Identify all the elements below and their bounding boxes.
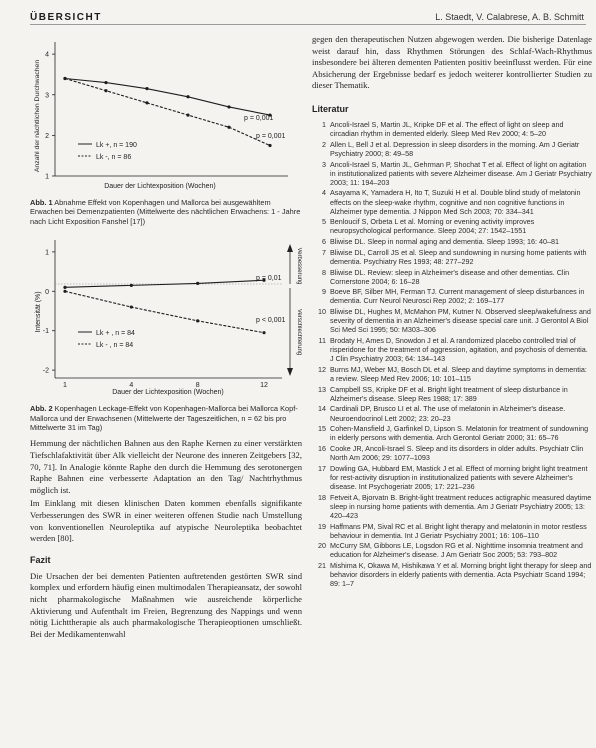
data-point: [186, 95, 189, 98]
reference-item: [312, 561, 592, 588]
right-column: [312, 34, 592, 590]
reference-item: [312, 120, 592, 138]
reference-number: 17: [318, 463, 326, 473]
data-point: [145, 87, 148, 90]
caption-text: Kopenhagen Leckage-Effekt von Kopenhagen-Mallorca bei Mallorca Kopf-Mallorca und der Erwachsenen (Mittelwerte der Tageszeitlichen, n = 62 bis pro Mittelwerte 31 im Tag): [30, 404, 298, 433]
reference-item: [312, 140, 592, 158]
reference-number: 19: [318, 521, 326, 531]
caption-text: Abnahme Effekt von Kopenhagen und Mallorca bei ausgewähltem Erwachen bei Demenzpatienten (Mittelwerte des nächtlichen Erwachens: 1 - Jahre nach Licht Exposition Fanshel [17]): [30, 198, 301, 226]
data-point: [227, 105, 230, 108]
reference-item: [312, 522, 592, 540]
caption-label: Abb. 1: [30, 198, 53, 207]
reference-number: 20: [318, 541, 326, 551]
body-paragraph: Hemmung der nächtlichen Bahnen aus den Raphe Kernen zu einer verstärkten Tiefschlafaktivität über Alk vielleicht der Neurone des inneren Zeitgebers [32, 70, 71]. In Analogie könnte Raphe den durch die Hemmung des serotonergen Raphe Bahnen eine verbesserte Adaptation an den Tag/ Nachtrhythmus möglich ist.: [30, 438, 302, 495]
label-improvement: Verbesserung: [296, 247, 302, 285]
series-line: [65, 292, 264, 333]
legend-label: Lk -, n = 86: [96, 154, 132, 161]
reference-item: [312, 336, 592, 363]
reference-number: 11: [318, 335, 326, 345]
figure-1-y-label: Anzahl der nächtlichen Durchwachen: [34, 59, 41, 173]
reference-item: [312, 541, 592, 559]
figure-2-legend: [78, 330, 135, 349]
section-heading-fazit: Fazit: [30, 554, 51, 565]
data-point: [145, 101, 148, 104]
legend-label: Lk - , n = 84: [96, 342, 134, 350]
reference-text: Boeve BF, Silber MH, Ferman TJ. Current management of sleep disturbances in dementia. Curr Neurol Neurosci Rep 2002; 2: 169–177: [330, 287, 585, 306]
reference-item: [312, 287, 592, 305]
reference-text: Benloucif S, Orbeta L et al. Morning or evening activity improves neuropsychological performance. Sleep 2004; 27: 1542–1551: [330, 217, 535, 236]
data-point: [186, 113, 189, 116]
reference-text: Bliwise DL, Hughes M, McMahon PM, Kutner N. Observed sleep/wakefulness and severity of dementia in an Alzheimer's disease special care unit. J Gerontol A Biol Sci Med Sci 1995; 50: M303–306: [330, 307, 591, 335]
reference-item: [312, 424, 592, 442]
figure-1: [30, 34, 302, 226]
figure-2-right-arrows: [287, 244, 302, 376]
reference-text: Brodaty H, Ames D, Snowdon J et al. A randomized placebo controlled trial of risperidone for the treatment of aggression, agitation, and psychosis of dementia. J Clin Psychiatry 2003; 64: 134–143: [330, 335, 588, 364]
y-tick-label: 1: [45, 173, 49, 181]
data-point: [262, 331, 265, 334]
data-point: [268, 144, 271, 147]
body-paragraph: Im Einklang mit diesen klinischen Daten kommen ebenfalls signifikante Verbesserungen des SWR in einer weiteren offenen Studie nach Umstellung von konventionellen Neuroleptika auf atypische Neuroleptika beobachtet werden [80].: [30, 498, 302, 544]
series-line: [65, 79, 270, 116]
reference-text: Campbell SS, Kripke DF et al. Bright light treatment of sleep disturbance in Alzheimer's disease. Sleep Res 1988; 17: 389: [330, 384, 568, 403]
reference-number: 5: [322, 217, 326, 227]
reference-number: 14: [318, 404, 326, 414]
reference-text: Haffmans PM, Sival RC et al. Bright light therapy and melatonin in motor restless behaviour in dementia. Int J Geriatr Psychiatry 2001; 16: 106–110: [330, 521, 587, 540]
figure-2-chart: [30, 232, 302, 400]
arrow-down-icon: [287, 368, 293, 376]
reference-text: Fetveit A, Bjorvatn B. Bright-light treatment reduces actigraphic measured daytime sleep in nursing home patients with dementia. Am J Geriatr Psychiatry 2005; 13: 420–423: [330, 492, 592, 520]
y-tick-label: -2: [42, 367, 49, 375]
figure-1-caption: [30, 198, 302, 226]
reference-text: Bliwise DL. Review: sleep in Alzheimer's disease and other dementias. Clin Cornerstone 2004; 6: 16–28: [330, 267, 570, 286]
section-title: ÜBERSICHT: [30, 12, 102, 23]
x-tick-label: 8: [195, 382, 200, 390]
figure-2-y-label: Intensität (%): [35, 291, 42, 333]
reference-text: Cooke JR, Ancoli-Israel S. Sleep and its disorders in older adults. Psychiatr Clin North Am 2006; 29: 1077–1093: [330, 443, 584, 463]
reference-item: [312, 237, 592, 246]
data-point: [63, 77, 66, 80]
reference-number: 3: [322, 159, 326, 169]
reference-text: Mishima K, Okawa M, Hishikawa Y et al. Morning bright light therapy for sleep and behavior disorders in elderly patients with dementia. Acta Psychiatr Scand 1994; 89: 1–7: [330, 561, 592, 589]
data-point: [63, 286, 66, 289]
reference-text: Cardinali DP, Brusco LI et al. The use of melatonin in Alzheimer's disease. Neuroendocrinol Lett 2002; 23: 20–23: [330, 404, 566, 423]
figure-2-annotation: p < 0,001: [256, 317, 286, 325]
reference-text: Bliwise DL, Carroll JS et al. Sleep and sundowning in nursing home patients with dementia. Psychiatry Res 1993; 48: 277–292: [330, 247, 587, 266]
reference-number: 9: [322, 287, 326, 297]
y-tick-label: 2: [45, 132, 49, 140]
data-point: [104, 89, 107, 92]
reference-number: 21: [318, 561, 326, 571]
reference-number: 6: [322, 237, 326, 247]
data-point: [130, 284, 133, 287]
reference-text: Dowling GA, Hubbard EM, Mastick J et al. Effect of morning bright light treatment for rest-activity disruption in institutionalized patients with severe Alzheimer's disease. Int Psychogeriatr 2005; 17: 221–236: [330, 463, 588, 491]
reference-item: [312, 160, 592, 187]
reference-number: 10: [318, 307, 326, 317]
reference-number: 2: [322, 139, 326, 149]
reference-number: 4: [322, 188, 326, 198]
data-point: [130, 306, 133, 309]
label-worsening: Verschlechterung: [296, 309, 302, 356]
reference-text: Ancoli-Israel S, Martin JL, Gehrman P, Shochat T et al. Effect of light on agitation in institutionalized patients with severe Alzheimer disease. Am J Geriatr Psychiatry 2003; 11: 194–203: [330, 159, 592, 187]
figure-1-legend: [78, 142, 137, 161]
reference-item: [312, 464, 592, 491]
data-point: [196, 282, 199, 285]
legend-label: Lk +, n = 190: [96, 142, 137, 149]
figure-1-x-label: Dauer der Lichtexposition (Wochen): [104, 183, 216, 190]
figure-2-caption: [30, 404, 302, 432]
figure-2: [30, 232, 302, 432]
arrow-up-icon: [287, 244, 293, 252]
reference-text: Ancoli-Israel S, Martin JL, Kripke DF et al. The effect of light on sleep and circadian rhythm in demented elderly. Sleep Med Rev 2000; 4: 5–20: [330, 119, 564, 139]
fazit-paragraph: Die Ursachen der bei dementen Patienten auftretenden gestörten SWR sind komplex und erfordern häufig einen multimodalen Therapieansatz, der sowohl nicht pharmakologische Maßnahmen wie ausreichende körperliche Aktivierung und Aufenthalt im Freien, Begrenzung des Nappings und wenn nötig Lichttherapie als auch pharmakologische Therapieoptionen umschließt. Bei der Medikamentenwahl: [30, 570, 302, 639]
x-tick-label: 1: [63, 382, 67, 390]
y-tick-label: 1: [45, 249, 49, 257]
reference-number: 18: [318, 492, 326, 502]
page-header: [0, 0, 596, 26]
caption-label: Abb. 2: [30, 404, 53, 414]
reference-number: 7: [322, 247, 326, 257]
intro-paragraph: gegen den therapeutischen Nutzen abgewogen werden. Die bisherige Datenlage weist darauf hin, dass Rhythmen Störungen des Schlaf-Wach-Rhythmus insbesondere bei älteren dementen Patienten positiv beeinflusst werden. Für eine Absicherung der Ergebnisse bedarf es jedoch weiterer kontrollierter Studien zu dieser Thematik.: [312, 34, 592, 91]
y-tick-label: 3: [45, 92, 49, 100]
reference-number: 13: [318, 384, 326, 394]
reference-item: [312, 365, 592, 383]
reference-item: [312, 268, 592, 286]
y-tick-label: -1: [42, 328, 49, 336]
reference-item: [312, 188, 592, 215]
legend-label: Lk + , n = 84: [96, 330, 135, 338]
figure-2-x-label: Dauer der Lichtexposition (Wochen): [112, 389, 224, 397]
reference-number: 12: [318, 364, 326, 374]
x-tick-label: 4: [129, 382, 134, 390]
author-line: L. Staedt, V. Calabrese, A. B. Schmitt: [435, 12, 584, 22]
reference-item: [312, 248, 592, 266]
reference-number: 16: [318, 443, 326, 453]
series-line: [65, 79, 270, 146]
reference-text: Cohen-Mansfield J, Garfinkel D, Lipson S. Melatonin for treatment of sundowning in elderly persons with dementia. Arch Gerontol Geriatr 2000; 31: 65–76: [330, 424, 589, 443]
reference-item: [312, 307, 592, 334]
y-tick-label: 4: [45, 51, 49, 59]
figure-1-annotation: p = 0,001: [244, 115, 274, 122]
reference-text: Allen L, Bell J et al. Depression in sleep disorders in the morning. Am J Geriatr Psychiatry 2000; 8: 49–58: [330, 139, 580, 158]
reference-text: Burns MJ, Weber MJ, Bosch DL et al. Sleep and daytime symptoms in dementia: a review. Sleep Med Rev 2006; 10: 101–115: [330, 364, 587, 383]
reference-item: [312, 404, 592, 422]
y-tick-label: 0: [45, 289, 49, 297]
reference-item: [312, 385, 592, 403]
x-tick-label: 12: [260, 382, 268, 390]
data-point: [104, 81, 107, 84]
reference-text: Asayama K, Yamadera H, Ito T, Suzuki H et al. Double blind study of melatonin effects on the sleep-wake rhythm, cognitive and non cognitive functions in Alzheimer type dementia. J Nippon Med Sch 2003; 70: 334–341: [330, 188, 581, 216]
reference-text: McCurry SM, Gibbons LE, Logsdon RG et al. Nighttime insomnia treatment and education for Alzheimer's disease. J Am Geriatr Soc 2005; 53: 793–802: [330, 541, 583, 560]
reference-text: Bliwise DL. Sleep in normal aging and dementia. Sleep 1993; 16: 40–81: [330, 237, 559, 247]
data-point: [63, 290, 66, 293]
reference-item: [312, 493, 592, 520]
figure-1-chart: [30, 34, 302, 194]
reference-list: [312, 120, 592, 588]
section-heading-literatur: Literatur: [312, 103, 349, 114]
data-point: [227, 126, 230, 129]
figure-1-annotation: p = 0,001: [256, 133, 286, 140]
figure-2-annotation: p = 0,01: [256, 275, 282, 283]
left-column: [30, 34, 302, 640]
reference-number: 15: [318, 424, 326, 434]
reference-item: [312, 444, 592, 462]
reference-number: 8: [322, 267, 326, 277]
header-rule: [30, 24, 586, 25]
reference-number: 1: [322, 119, 326, 129]
reference-item: [312, 217, 592, 235]
data-point: [196, 319, 199, 322]
